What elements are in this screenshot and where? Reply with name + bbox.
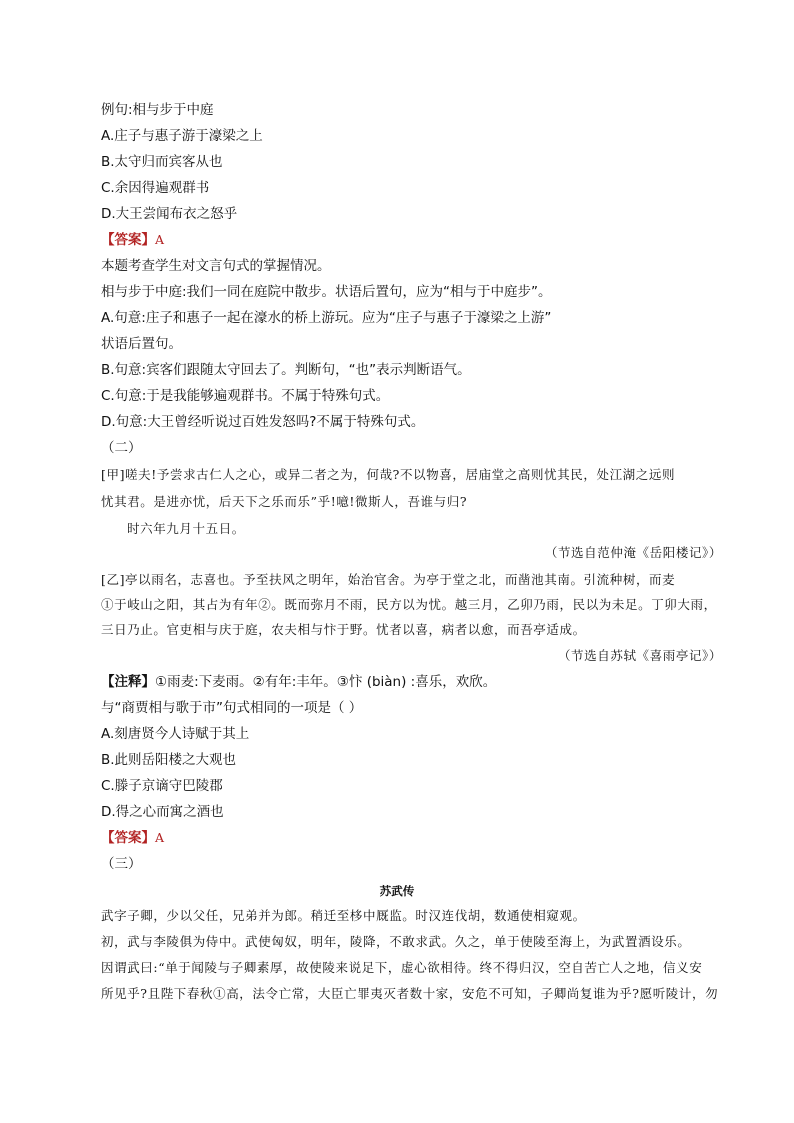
q2-answer-line	[101, 830, 165, 846]
q2-answer-tag: 【答案】	[101, 830, 155, 846]
q2-option-a: A.刻唐贤今人诗赋于其上	[101, 726, 250, 742]
notes-tag: 【注释】	[101, 674, 155, 690]
answer-value: A	[155, 232, 165, 247]
passage-jia-line2: 忧其君。是进亦忧，后天下之乐而乐”乎!噫!微斯人，吾谁与归?	[101, 494, 468, 509]
source-yi: （节选自苏轼《喜雨亭记》）	[557, 648, 722, 663]
option-d: D.大王尝闻布衣之怒乎	[101, 206, 238, 222]
analysis-example: 相与步于中庭:我们一同在庭院中散步。状语后置句，应为“相与于中庭步”。	[101, 284, 552, 300]
section-heading-2: （二）	[101, 440, 142, 456]
option-a: A.庄子与惠子游于濠梁之上	[101, 128, 263, 144]
passage-jia-line1: [甲]嗟夫!予尝求古仁人之心，或异二者之为，何哉?不以物喜，居庙堂之高则忧其民，处江湖之远则	[101, 467, 676, 482]
q2-option-d: D.得之心而寓之酒也	[101, 804, 224, 820]
source-jia: （节选自范仲淹《岳阳楼记》）	[544, 545, 722, 560]
analysis-c: C.句意:于是我能够遍观群书。不属于特殊句式。	[101, 388, 390, 404]
q2-option-c: C.滕子京谪守巴陵郡	[101, 778, 223, 794]
answer-line	[101, 232, 165, 248]
passage-3-line1: 武字子卿，少以父任，兄弟并为郎。稍迁至栘中厩监。时汉连伐胡，数通使相窥观。	[101, 908, 586, 923]
option-c: C.余因得遍观群书	[101, 180, 210, 196]
analysis-d: D.句意:大王曾经听说过百姓发怒吗?不属于特殊句式。	[101, 414, 425, 430]
question-2: 与“商贾相与歌于市”句式相同的一项是（ ）	[101, 700, 363, 716]
passage-3-line3: 因谓武曰:“单于闻陵与子卿素厚，故使陵来说足下，虚心欲相待。终不得归汉，空自苦亡人之地，信义安	[101, 960, 703, 975]
passage-yi-line3: 三日乃止。官吏相与庆于庭，农夫相与忭于野。忧者以喜，病者以愈，而吾亭适成。	[101, 622, 586, 637]
notes-line	[101, 674, 496, 690]
q2-answer-value: A	[155, 830, 165, 845]
passage-yi-line1: [乙]亭以雨名，志喜也。予至扶风之明年，始治官舍。为亭于堂之北，而凿池其南。引流种树，而麦	[101, 572, 676, 587]
passage-title: 苏武传	[379, 884, 415, 898]
passage-jia-line3: 时六年九月十五日。	[127, 521, 245, 536]
q2-option-b: B.此则岳阳楼之大观也	[101, 752, 237, 768]
answer-tag: 【答案】	[101, 232, 155, 248]
analysis-intro: 本题考查学生对文言句式的掌握情况。	[101, 258, 331, 274]
analysis-b: B.句意:宾客们跟随太守回去了。判断句，“也”表示判断语气。	[101, 362, 471, 378]
analysis-a-line2: 状语后置句。	[101, 336, 182, 352]
section-heading-3: （三）	[101, 856, 142, 872]
passage-3-line4: 所见乎?且陛下春秋①高，法令亡常，大臣亡罪夷灭者数十家，安危不可知，子卿尚复谁为乎?愿听陵计，勿	[101, 986, 719, 1001]
passage-yi-line2: ①于岐山之阳，其占为有年②。既而弥月不雨，民方以为忧。越三月，乙卯乃雨，民以为未足。丁卯大雨，	[101, 597, 717, 612]
passage-3-line2: 初，武与李陵俱为侍中。武使匈奴，明年，陵降，不敢求武。久之，单于使陵至海上，为武置酒设乐。	[101, 934, 691, 949]
option-b: B.太守归而宾客从也	[101, 154, 223, 170]
example-sentence: 例句:相与步于中庭	[101, 102, 214, 118]
notes-text: ①雨麦:下麦雨。②有年:丰年。③忭 (biàn) :喜乐，欢欣。	[155, 674, 497, 690]
analysis-a-line1: A.句意:庄子和惠子一起在濠水的桥上游玩。应为“庄子与惠子于濠梁之上游”	[101, 310, 552, 326]
